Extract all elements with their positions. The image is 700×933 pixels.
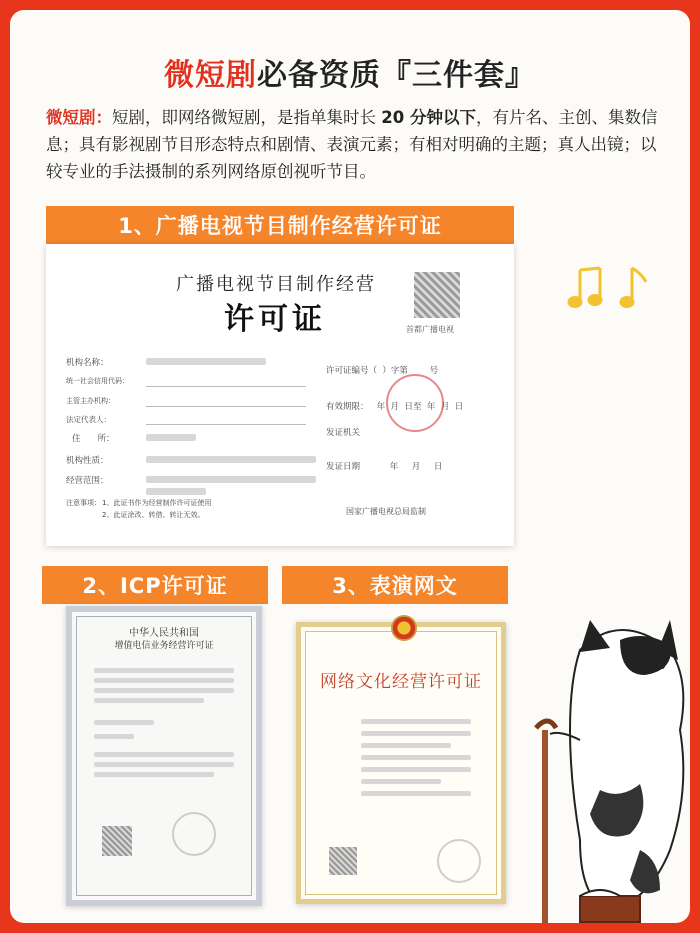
wooden-stool: [580, 896, 640, 922]
blurred-text: [94, 752, 234, 757]
qr-caption: 首都广播电视: [406, 325, 454, 334]
cat-illustration: [520, 610, 690, 923]
title-rest: 必备资质『三件套』: [257, 58, 536, 93]
issuer-label: 国家广播电视总局监制: [346, 507, 426, 516]
seal-stamp: [172, 812, 216, 856]
qr-code-icon: [102, 826, 132, 856]
validity-label: 有效期限： 年 月 日至 年 月 日: [326, 402, 464, 412]
blurred-text: [94, 698, 204, 703]
intro-part2: ，有片名、主创、集数信息；具有影视剧节目形态特点和剧情、表演元素；有相对明确的主题；真人出镜；以较专业的手法摄制的系列网络原创视听节目。: [46, 108, 658, 181]
field-underline: [146, 406, 306, 407]
blurred-value: [146, 456, 316, 463]
section-banner-icp-license: 2、ICP许可证: [42, 566, 268, 604]
blurred-value: [146, 358, 266, 365]
blurred-text: [94, 734, 134, 739]
blurred-text: [94, 772, 214, 777]
notes-label: 注意事项：: [66, 499, 101, 507]
blurred-text: [361, 755, 471, 760]
intro-part1: 短剧，即网络微短剧，是指单集时长: [112, 108, 382, 127]
blurred-value: [146, 434, 196, 441]
page-title: [10, 50, 690, 94]
blurred-value: [146, 488, 206, 495]
cert3-title: 网络文化经营许可证: [320, 672, 482, 692]
blurred-text: [361, 767, 471, 772]
cert1-heading: 广播电视节目制作经营: [176, 274, 376, 295]
qr-code-icon: [329, 847, 357, 875]
field-underline: [146, 424, 306, 425]
red-seal-stamp: [386, 374, 444, 432]
broadcast-license-certificate: [46, 244, 514, 546]
cert2-title-line2: 增值电信业务经营许可证: [114, 641, 214, 651]
qr-code-icon: [414, 272, 460, 318]
national-emblem-icon: [391, 615, 417, 641]
blurred-text: [361, 779, 441, 784]
license-number-label: 许可证编号（ ）字第 号: [326, 366, 439, 376]
blurred-text: [94, 720, 154, 725]
field-underline: [146, 386, 306, 387]
note-item: 2、此证涂改、转借、转让无效。: [102, 511, 205, 519]
cert2-title-line1: 中华人民共和国: [129, 628, 199, 639]
section-banner-broadcast-license: 1、广播电视节目制作经营许可证: [46, 206, 514, 244]
field-label: 法定代表人：: [66, 415, 111, 424]
field-label: 住 所：: [72, 434, 115, 444]
blurred-text: [361, 731, 471, 736]
intro-paragraph: [46, 104, 660, 185]
field-label: 机构名称：: [66, 358, 109, 368]
blurred-text: [94, 762, 234, 767]
issue-date-label: 发证日期 年 月 日: [326, 462, 443, 472]
blurred-text: [94, 668, 234, 673]
blurred-text: [94, 688, 234, 693]
title-accent: 微短剧: [164, 58, 257, 93]
music-notes-icon: [566, 260, 656, 320]
blurred-value: [146, 476, 316, 483]
blurred-text: [361, 743, 451, 748]
field-label: 机构性质：: [66, 456, 109, 466]
blurred-text: [361, 719, 471, 724]
blurred-text: [94, 678, 234, 683]
web-culture-license-certificate: [296, 622, 506, 904]
field-label: 主管主办机构：: [66, 397, 115, 405]
page-frame: [10, 10, 690, 923]
walking-cane: [542, 730, 548, 923]
field-label: 经营范围：: [66, 476, 109, 486]
section-banner-performance-web-culture: 3、表演网文: [282, 566, 508, 604]
icp-license-certificate: [66, 606, 262, 906]
field-label: 统一社会信用代码：: [66, 377, 129, 385]
blurred-text: [361, 791, 471, 796]
seal-stamp: [437, 839, 481, 883]
intro-highlight: 20 分钟以下: [381, 108, 476, 127]
note-item: 1、此证书作为经营制作许可证使用: [102, 499, 212, 507]
intro-term: 微短剧：: [46, 108, 112, 127]
cert1-title: 许可证: [224, 302, 326, 337]
issuing-authority-label: 发证机关: [326, 428, 361, 438]
